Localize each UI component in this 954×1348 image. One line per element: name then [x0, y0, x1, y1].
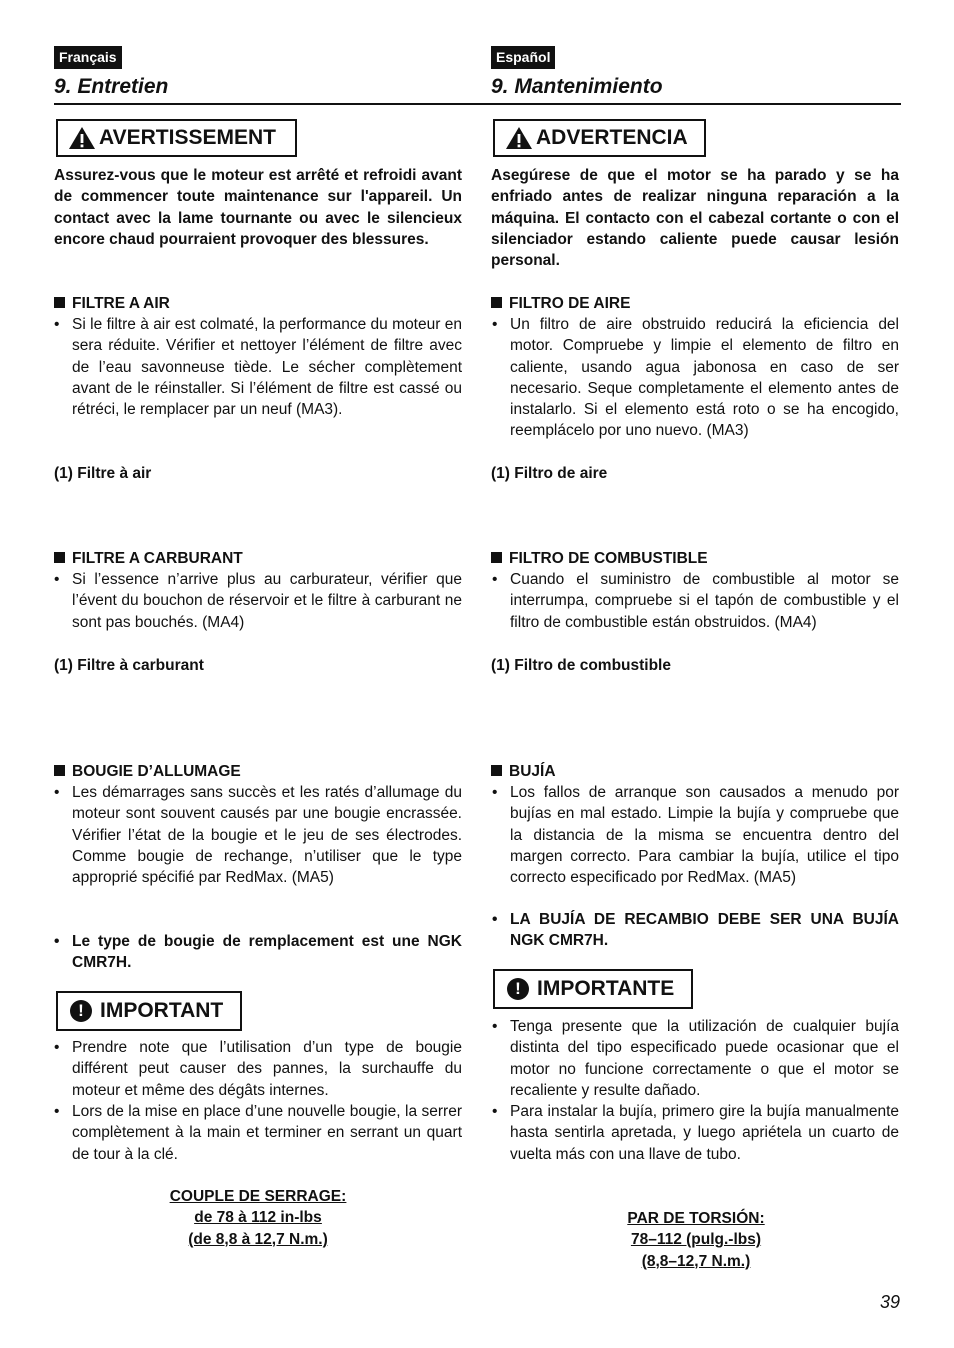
header-es	[491, 46, 901, 99]
important-label-es: IMPORTANTE	[537, 977, 675, 1000]
bullet-spark-plug-type-es: • LA BUJÍA DE RECAMBIO DEBE SER UNA BUJÍA NGK CMR7H.	[492, 911, 899, 950]
warning-text-es: Asegúrese de que el motor se ha parado y se ha enfriado antes de realizar ninguna reparación a la máquina. El contacto con el cabezal cortante o con el silenciador estando caliente puede causar lesión personal.	[491, 167, 899, 270]
caption-air-filter-es: (1) Filtro de aire	[491, 465, 608, 482]
square-bullet-icon	[491, 552, 502, 563]
warning-label-fr: AVERTISSEMENT	[99, 126, 276, 149]
warning-triangle-icon	[68, 126, 96, 150]
heading-air-filter-fr: FILTRE A AIR	[54, 293, 170, 314]
important-bullet-fr: • Lors de la mise en place d’une nouvelle bougie, la serrer complètement à la main et terminer en serrant un quart de tour à la clé.	[54, 1103, 462, 1163]
bullet-dot-icon: •	[54, 571, 60, 588]
important-bullet-es: • Para instalar la bujía, primero gire la bujía manualmente hasta sentirla apretada, y luego apriétela un cuarto de vuelta más con una llave de tubo.	[492, 1103, 899, 1163]
important-box-es	[493, 969, 693, 1009]
square-bullet-icon	[491, 765, 502, 776]
bullet-spark-plug-es: • Los fallos de arranque son causados a menudo por bujías en mal estado. Limpie la bujía y compruebe que la distancia de la misma se encuentra dentro del margen correcto. Para cambiar la bujía, utilice el tipo correcto especificado por RedMax. (MA5)	[492, 784, 899, 887]
caption-air-filter-fr: (1) Filtre à air	[54, 465, 152, 482]
caption-fuel-filter-fr: (1) Filtre à carburant	[54, 657, 204, 674]
section-title-es: 9. Mantenimiento	[491, 75, 663, 98]
torque-line: COUPLE DE SERRAGE:	[169, 1188, 347, 1205]
bullet-dot-icon: •	[54, 1103, 60, 1120]
exclamation-icon: !	[70, 1000, 92, 1022]
square-bullet-icon	[54, 297, 65, 308]
heading-fuel-filter-es: FILTRO DE COMBUSTIBLE	[491, 548, 708, 569]
torque-line: (8,8–12,7 N.m.)	[641, 1252, 751, 1270]
warning-triangle-icon	[505, 126, 533, 150]
torque-line: (de 8,8 à 12,7 N.m.)	[188, 1230, 328, 1248]
warning-box-fr	[56, 119, 297, 157]
warning-text-fr: Assurez-vous que le moteur est arrêté et refroidi avant de commencer toute maintenance sur l'appareil. Un contact avec la lame tournante ou avec le silencieux encore chaud pourraient provoquer des blessures.	[54, 167, 462, 248]
square-bullet-icon	[491, 297, 502, 308]
bullet-dot-icon: •	[54, 316, 60, 333]
bullet-dot-icon: •	[492, 1103, 498, 1120]
heading-spark-plug-es: BUJÍA	[491, 761, 556, 782]
page-number: 39	[879, 1292, 900, 1312]
header-rule	[54, 103, 901, 105]
important-label-fr: IMPORTANT	[100, 999, 224, 1022]
bullet-spark-plug-type-fr: • Le type de bougie de remplacement est une NGK CMR7H.	[54, 933, 462, 972]
language-tag-fr: Français	[54, 46, 122, 69]
bullet-dot-icon: •	[492, 316, 498, 333]
torque-line: PAR DE TORSIÓN:	[627, 1210, 765, 1227]
bullet-air-filter-fr: • Si le filtre à air est colmaté, la performance du moteur en sera réduite. Vérifier et nettoyer l’élément de filtre avec de l’eau savonneuse tiède. Le sécher complètement avant de le réinstaller. Si l’élément de filtre est cassé ou rétréci, le remplacer par un neuf (MA3).	[54, 316, 462, 419]
bullet-dot-icon: •	[492, 784, 498, 801]
bullet-dot-icon: •	[54, 784, 60, 801]
bullet-dot-icon: •	[492, 571, 498, 588]
bullet-dot-icon: •	[492, 1018, 498, 1035]
important-bullet-es: • Tenga presente que la utilización de cualquier bujía distinta del tipo especificado puede ocasionar que el motor no funcione correctamente o que el motor se recaliente y resulte dañado.	[492, 1018, 899, 1099]
heading-fuel-filter-fr: FILTRE A CARBURANT	[54, 548, 243, 569]
important-box-fr	[56, 991, 242, 1031]
bullet-dot-icon: •	[492, 911, 498, 928]
exclamation-icon: !	[507, 978, 529, 1000]
torque-spec-fr	[54, 1186, 462, 1250]
bullet-spark-plug-fr: • Les démarrages sans succès et les ratés d’allumage du moteur sont souvent causés par une bougie encrassée. Vérifier l’état de la bougie et le jeu de ses électrodes. Comme bougie de rechange, n’utiliser que le type approprié spécifié par RedMax. (MA5)	[54, 784, 462, 887]
bullet-air-filter-es: • Un filtro de aire obstruido reducirá la eficiencia del motor. Compruebe y limpie el elemento de filtro en caliente, usando agua jabonosa en caso de ser necesario. Seque completamente el elemento antes de instalarlo. Si el elemento está roto o se ha encogido, reemplácelo por uno nuevo. (MA3)	[492, 316, 899, 440]
bullet-fuel-filter-es: • Cuando el suministro de combustible al motor se interrumpa, compruebe si el tapón de combustible y el filtro de combustible están obstruidos. (MA4)	[492, 571, 899, 631]
warning-box-es	[493, 119, 706, 157]
warning-label-es: ADVERTENCIA	[536, 126, 688, 149]
torque-line: de 78 à 112 in-lbs	[194, 1209, 322, 1227]
bullet-dot-icon: •	[54, 933, 60, 950]
caption-fuel-filter-es: (1) Filtro de combustible	[491, 657, 671, 674]
torque-line: 78–112 (pulg.-lbs)	[630, 1231, 762, 1249]
header-fr	[54, 46, 464, 99]
bullet-fuel-filter-fr: • Si l’essence n’arrive plus au carburateur, vérifier que l’évent du bouchon de réservoir et le filtre à carburant ne sont pas bouchés. (MA4)	[54, 571, 462, 631]
heading-air-filter-es: FILTRO DE AIRE	[491, 293, 630, 314]
torque-spec-es	[491, 1208, 901, 1272]
important-bullet-fr: • Prendre note que l’utilisation d’un type de bougie différent peut causer des pannes, la surchauffe du moteur et même des dégâts internes.	[54, 1039, 462, 1099]
section-title-fr: 9. Entretien	[54, 75, 169, 98]
square-bullet-icon	[54, 552, 65, 563]
bullet-dot-icon: •	[54, 1039, 60, 1056]
square-bullet-icon	[54, 765, 65, 776]
language-tag-es: Español	[491, 46, 555, 69]
heading-spark-plug-fr: BOUGIE D’ALLUMAGE	[54, 761, 241, 782]
